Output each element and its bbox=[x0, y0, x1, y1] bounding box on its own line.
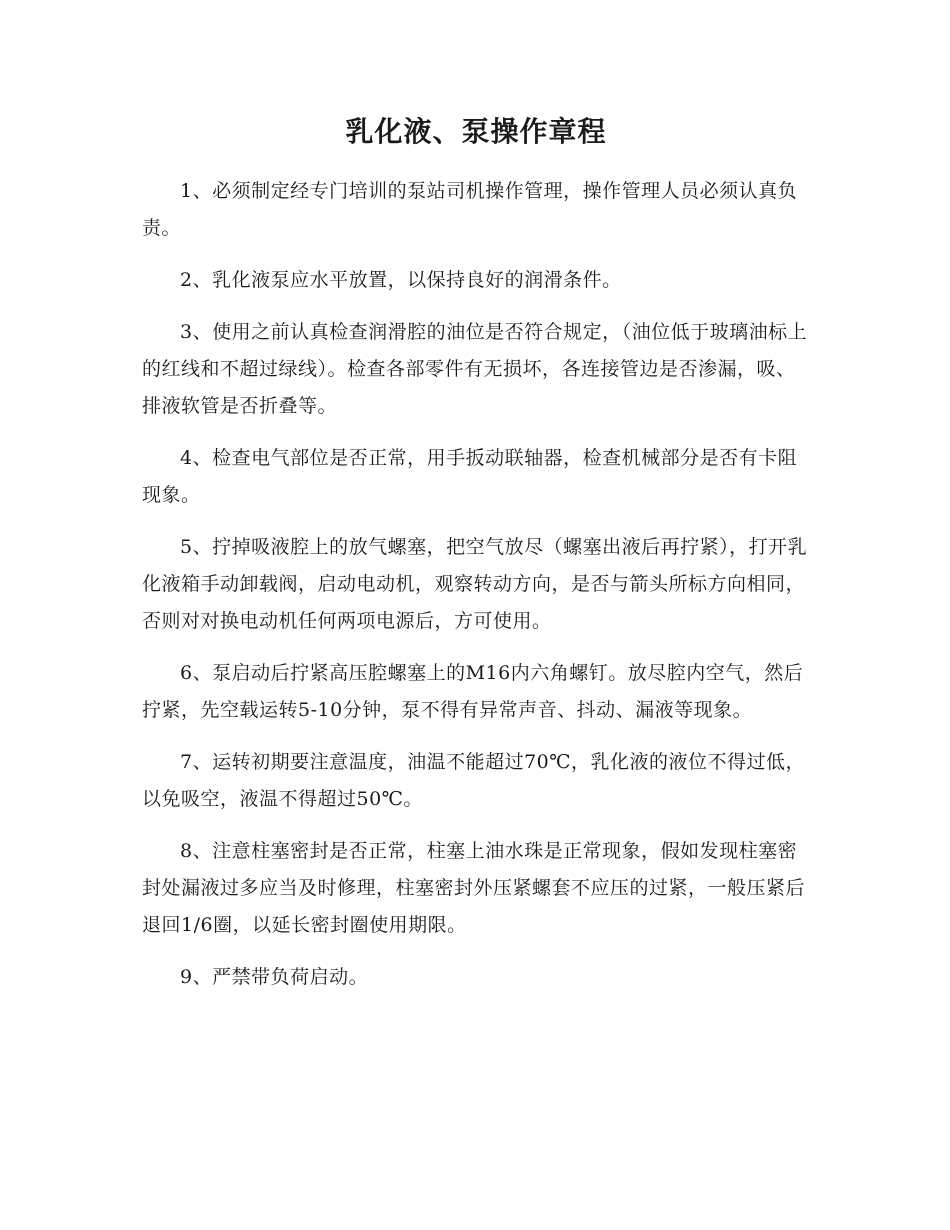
clause-paragraph: 4、检查电气部位是否正常，用手扳动联轴器，检查机械部分是否有卡阻现象。 bbox=[142, 447, 798, 506]
clause-paragraph: 1、必须制定经专门培训的泵站司机操作管理，操作管理人员必须认真负责。 bbox=[142, 180, 798, 239]
clause-paragraph: 9、严禁带负荷启动。 bbox=[180, 966, 369, 988]
clause-list bbox=[142, 173, 810, 996]
clause-paragraph: 3、使用之前认真检查润滑腔的油位是否符合规定，（油位低于玻璃油标上的红线和不超过绿线）。检查各部零件有无损坏，各连接管边是否渗漏，吸、排液软管是否折叠等。 bbox=[142, 321, 808, 417]
document-title: 乳化液、泵操作章程 bbox=[345, 115, 607, 148]
clause-paragraph: 2、乳化液泵应水平放置，以保持良好的润滑条件。 bbox=[180, 269, 622, 291]
clause-paragraph: 7、运转初期要注意温度，油温不能超过70℃，乳化液的液位不得过低，以免吸空，液温不得超过50℃。 bbox=[142, 751, 806, 810]
clause-paragraph: 6、泵启动后拧紧高压腔螺塞上的M16内六角螺钉。放尽腔内空气，然后拧紧，先空载运转5-10分钟，泵不得有异常声音、抖动、漏液等现象。 bbox=[142, 662, 804, 721]
document-page bbox=[142, 108, 810, 1011]
clause-paragraph: 8、注意柱塞密封是否正常，柱塞上油水珠是正常现象，假如发现柱塞密封处漏液过多应当及时修理，柱塞密封外压紧螺套不应压的过紧，一般压紧后退回1/6圈，以延长密封圈使用期限。 bbox=[142, 840, 806, 936]
clause-paragraph: 5、拧掉吸液腔上的放气螺塞，把空气放尽（螺塞出液后再拧紧），打开乳化液箱手动卸载阀，启动电动机，观察转动方向，是否与箭头所标方向相同，否则对对换电动机任何两项电源后，方可使用。 bbox=[142, 536, 808, 632]
